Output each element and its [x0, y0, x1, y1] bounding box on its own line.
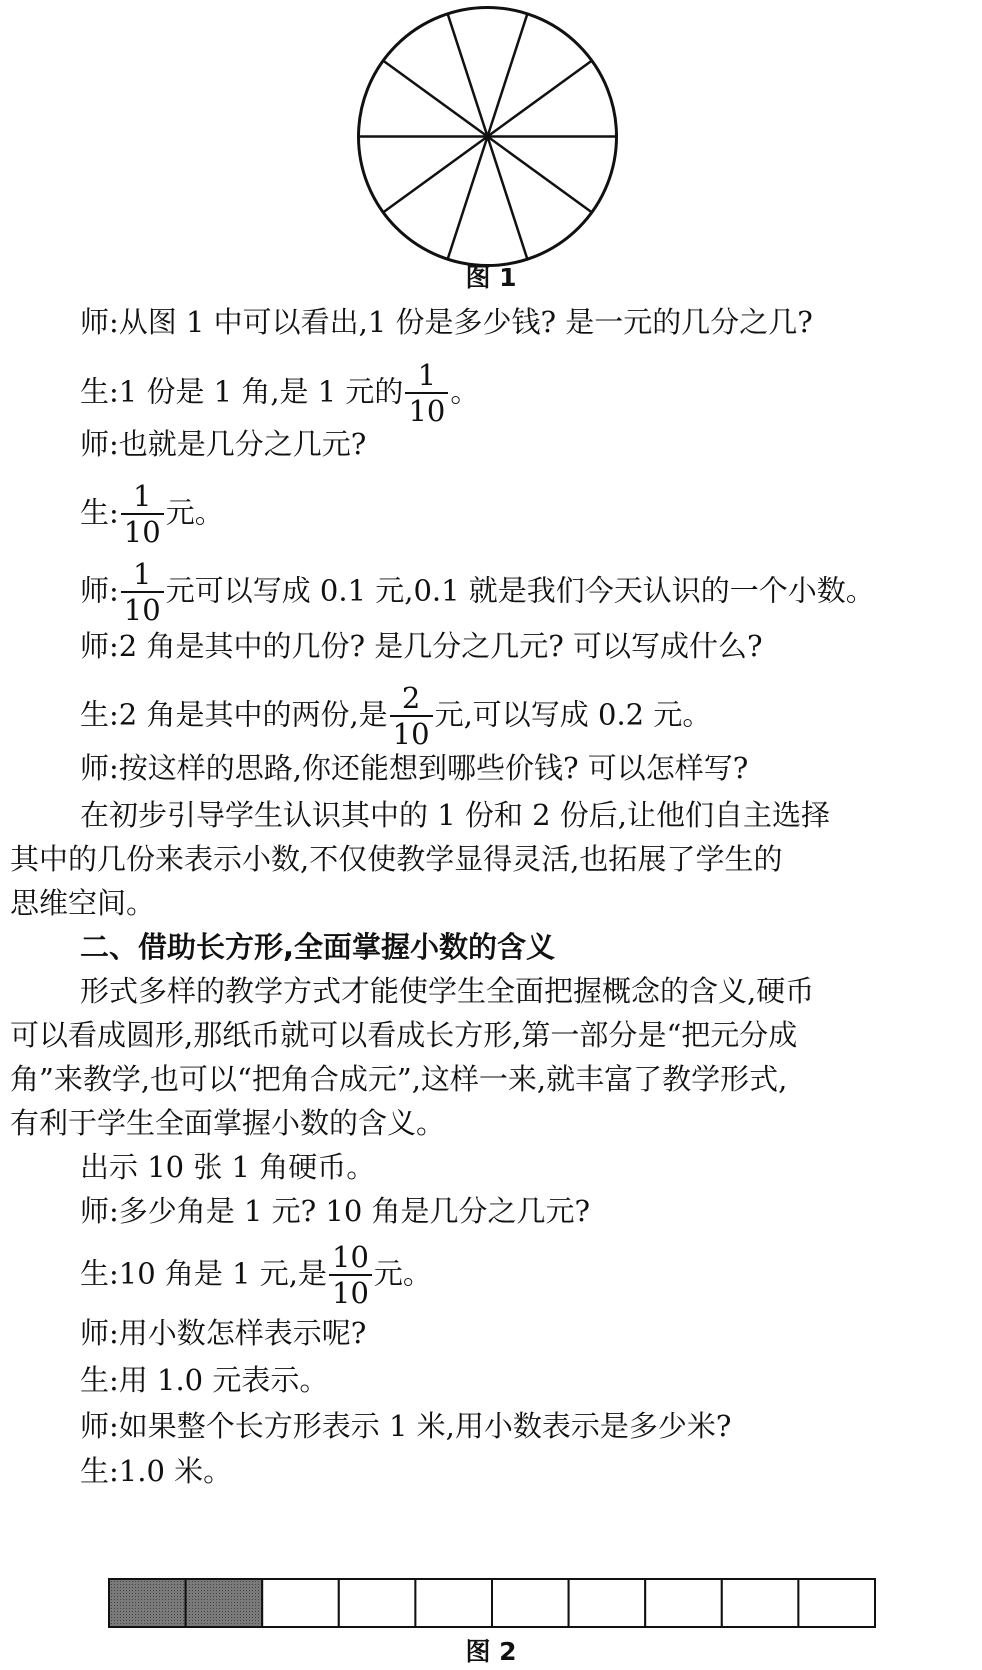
fraction: $\frac{10}{10}$: [329, 1243, 372, 1308]
figure-2-rectangle: [108, 1578, 876, 1628]
figure-1-circle: [355, 4, 620, 269]
dialogue2-line-1: 出示 10 张 1 角硬币。: [80, 1150, 376, 1184]
paragraph-1-line-2: 其中的几份来表示小数,不仅使教学显得灵活,也拓展了学生的: [10, 842, 783, 876]
empty-cell: [492, 1579, 569, 1627]
paragraph-2-line-4: 有利于学生全面掌握小数的含义。: [10, 1106, 446, 1140]
paragraph-2-line-2: 可以看成圆形,那纸币就可以看成长方形,第一部分是“把元分成: [10, 1018, 798, 1052]
empty-cell: [339, 1579, 416, 1627]
dialogue-line-4: 生: $\frac{1}{10}$ 元。: [80, 479, 224, 549]
dialogue-line-1: 师:从图 1 中可以看出,1 份是多少钱? 是一元的几分之几?: [80, 305, 813, 339]
rectangle-cells: [109, 1579, 875, 1627]
paragraph-1-line-3: 思维空间。: [10, 886, 156, 920]
empty-cell: [645, 1579, 722, 1627]
dialogue-line-7: 生:2 角是其中的两份,是 $\frac{2}{10}$ 元,可以写成 0.2 元。: [80, 681, 712, 751]
dialogue-line-2: 生:1 份是 1 角,是 1 元的 $\frac{1}{10}$ 。: [80, 358, 480, 428]
empty-cell: [722, 1579, 799, 1627]
shaded-cell: [186, 1579, 263, 1627]
empty-cell: [569, 1579, 646, 1627]
fraction: $\frac{1}{10}$: [121, 560, 164, 625]
dialogue2-line-5: 生:用 1.0 元表示。: [80, 1363, 329, 1397]
figure-1-caption: 图 1: [465, 263, 517, 292]
dialogue2-line-2: 师:多少角是 1 元? 10 角是几分之几元?: [80, 1194, 591, 1228]
fraction: $\frac{1}{10}$: [121, 482, 164, 547]
paragraph-2-line-3: 角”来教学,也可以“把角合成元”,这样一来,就丰富了教学形式,: [10, 1062, 788, 1096]
fraction: $\frac{1}{10}$: [405, 361, 448, 426]
shaded-cell: [109, 1579, 186, 1627]
dialogue-line-5: 师: $\frac{1}{10}$ 元可以写成 0.1 元,0.1 就是我们今天认识的一个小数。: [80, 557, 875, 627]
fraction: $\frac{2}{10}$: [390, 684, 433, 749]
dialogue2-line-6: 师:如果整个长方形表示 1 米,用小数表示是多少米?: [80, 1409, 732, 1443]
dialogue-line-8: 师:按这样的思路,你还能想到哪些价钱? 可以怎样写?: [80, 751, 749, 785]
dialogue2-line-4: 师:用小数怎样表示呢?: [80, 1316, 367, 1350]
figure-2-caption: 图 2: [465, 1637, 517, 1666]
dialogue2-line-7: 生:1.0 米。: [80, 1454, 233, 1488]
dialogue2-line-3: 生:10 角是 1 元,是 $\frac{10}{10}$ 元。: [80, 1240, 432, 1310]
paragraph-2-line-1: 形式多样的教学方式才能使学生全面把握概念的含义,硬币: [80, 974, 815, 1008]
dialogue-line-3: 师:也就是几分之几元?: [80, 427, 367, 461]
paragraph-1-line-1: 在初步引导学生认识其中的 1 份和 2 份后,让他们自主选择: [80, 798, 830, 832]
empty-cell: [798, 1579, 875, 1627]
empty-cell: [262, 1579, 339, 1627]
empty-cell: [415, 1579, 492, 1627]
dialogue-line-6: 师:2 角是其中的几份? 是几分之几元? 可以写成什么?: [80, 629, 763, 663]
section-heading: 二、借助长方形,全面掌握小数的含义: [80, 930, 556, 964]
